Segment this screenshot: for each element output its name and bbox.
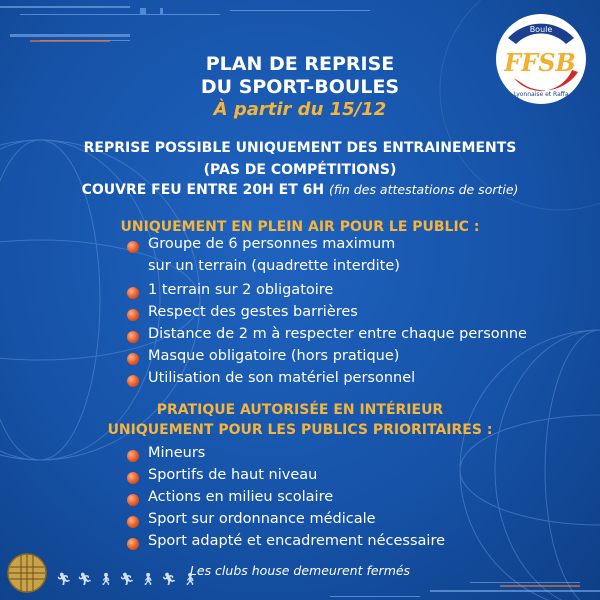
bullet-ball-icon — [127, 241, 139, 253]
curfew-text: COUVRE FEU ENTRE 20H ET 6H — [81, 182, 329, 198]
indoor-item: Sport sur ordonnance médicale — [148, 511, 376, 527]
outdoor-item: Masque obligatoire (hors pratique) — [148, 348, 400, 364]
bullet-ball-icon — [127, 287, 139, 299]
logo-arc-bottom: Lyonnaise et Raffa — [513, 91, 569, 98]
outdoor-item: Groupe de 6 personnes maximum — [148, 236, 396, 252]
section-outdoor-heading: UNIQUEMENT EN PLEIN AIR POUR LE PUBLIC : — [120, 219, 480, 235]
bullet-ball-icon — [127, 538, 139, 550]
outdoor-item: Respect des gestes barrières — [148, 304, 358, 320]
bullet-ball-icon — [127, 375, 139, 387]
intro-line-1: REPRISE POSSIBLE UNIQUEMENT DES ENTRAINEMENTS — [83, 140, 517, 156]
indoor-item: Actions en milieu scolaire — [148, 489, 334, 505]
title-line-1: PLAN DE REPRISE — [205, 53, 395, 75]
indoor-item: Sport adapté et encadrement nécessaire — [148, 533, 446, 549]
bullet-ball-icon — [127, 450, 139, 462]
bullet-ball-icon — [127, 353, 139, 365]
start-date: À partir du 15/12 — [213, 99, 387, 120]
player-silhouettes: 🏃︎ 🏃︎ 🚶︎ 🏃︎ 🚶︎ 🏃︎ 🚶︎ — [56, 572, 199, 586]
petanque-ball-logo — [6, 552, 48, 594]
outdoor-item: Distance de 2 m à respecter entre chaque personne — [148, 326, 527, 342]
logo-arc-top: Boule — [529, 25, 553, 34]
curfew-note: (fin des attestations de sortie) — [328, 182, 519, 197]
section-indoor-heading-2: UNIQUEMENT POUR LES PUBLICS PRIORITAIRES : — [107, 422, 493, 438]
outdoor-item-continued: sur un terrain (quadrette interdite) — [148, 258, 400, 274]
indoor-item: Sportifs de haut niveau — [148, 467, 318, 483]
intro-line-2: (PAS DE COMPÉTITIONS) — [203, 162, 397, 178]
bullet-ball-icon — [127, 472, 139, 484]
bullet-ball-icon — [127, 494, 139, 506]
outdoor-item: 1 terrain sur 2 obligatoire — [148, 282, 334, 298]
bullet-ball-icon — [127, 309, 139, 321]
section-indoor-heading-1: PRATIQUE AUTORISÉE EN INTÉRIEUR — [156, 402, 444, 418]
bullet-ball-icon — [127, 516, 139, 528]
logo-text: FFSB — [504, 48, 576, 77]
outdoor-item: Utilisation de son matériel personnel — [148, 370, 416, 386]
intro-line-3 — [0, 182, 600, 198]
indoor-item: Mineurs — [148, 445, 206, 461]
title-line-2: DU SPORT-BOULES — [200, 76, 400, 98]
footer-note: Les clubs house demeurent fermés — [189, 563, 411, 578]
bullet-ball-icon — [127, 331, 139, 343]
